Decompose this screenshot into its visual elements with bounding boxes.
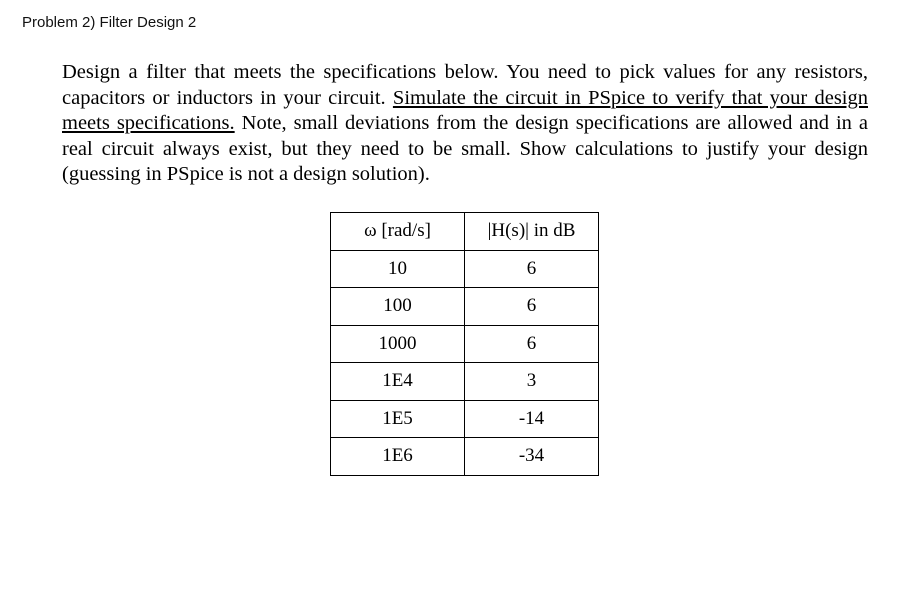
- frequency-cell: 10: [331, 250, 465, 288]
- column-header-magnitude: |H(s)| in dB: [465, 213, 599, 251]
- problem-description: [62, 60, 868, 188]
- description-text-1: Design a filter that meets the specifications below. You need to pick values for any resistors, capacitors or inductors in your circuit.: [62, 61, 868, 109]
- table-row: [331, 325, 599, 363]
- table-header-row: [331, 213, 599, 251]
- table-row: [331, 250, 599, 288]
- frequency-cell: 100: [331, 288, 465, 326]
- frequency-cell: 1E5: [331, 400, 465, 438]
- magnitude-cell: 6: [465, 325, 599, 363]
- magnitude-cell: -14: [465, 400, 599, 438]
- magnitude-cell: -34: [465, 438, 599, 476]
- table-row: [331, 438, 599, 476]
- table-row: [331, 400, 599, 438]
- magnitude-cell: 6: [465, 288, 599, 326]
- description-text-2: Note, small deviations from the design specifications are allowed and in a real circuit always exist, but they need to be small. Show calculations to justify your design (guessing in PSpice is not a design solution).: [62, 112, 868, 186]
- specification-table: [330, 212, 599, 476]
- frequency-cell: 1E4: [331, 363, 465, 401]
- frequency-cell: 1E6: [331, 438, 465, 476]
- frequency-cell: 1000: [331, 325, 465, 363]
- table-row: [331, 288, 599, 326]
- column-header-frequency: ω [rad/s]: [331, 213, 465, 251]
- table-row: [331, 363, 599, 401]
- problem-heading: Problem 2) Filter Design 2: [22, 14, 197, 31]
- description-underlined-text: Simulate the circuit in PSpice to verify that your design meets specifications.: [62, 86, 868, 135]
- magnitude-cell: 3: [465, 363, 599, 401]
- magnitude-cell: 6: [465, 250, 599, 288]
